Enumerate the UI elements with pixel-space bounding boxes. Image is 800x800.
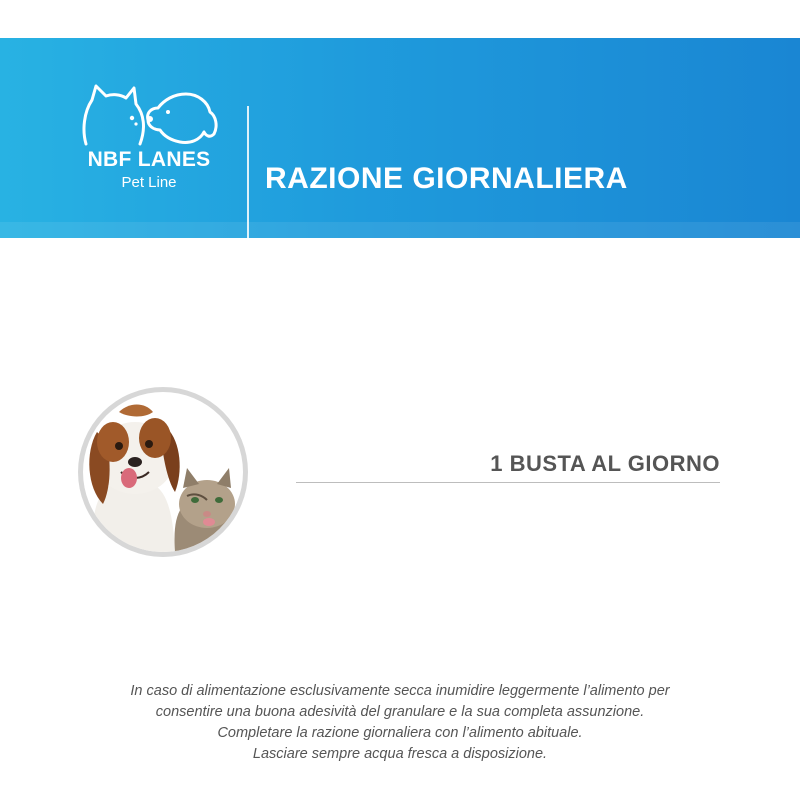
dosage-underline bbox=[296, 482, 720, 483]
feeding-note-line: In caso di alimentazione esclusivamente secca inumidire leggermente l’alimento per bbox=[130, 683, 670, 699]
daily-dosage-label: 1 BUSTA AL GIORNO bbox=[490, 451, 720, 476]
cat-dog-logo-icon bbox=[78, 82, 220, 146]
pet-photo-frame bbox=[78, 387, 248, 557]
page-title: RAZIONE GIORNALIERA bbox=[265, 162, 628, 195]
feeding-note-line: Lasciare sempre acqua fresca a disposizione. bbox=[252, 746, 548, 762]
brand-subtitle: Pet Line bbox=[121, 174, 177, 191]
brand-logo bbox=[74, 82, 224, 202]
feeding-note-line: Completare la razione giornaliera con l’alimento abituale. bbox=[217, 725, 583, 741]
feeding-note-line: consentire una buona adesività del granulare e la sua completa assunzione. bbox=[155, 704, 645, 720]
brand-name: NBF LANES bbox=[87, 148, 211, 171]
feeding-notes bbox=[60, 681, 740, 765]
dog-and-cat-photo bbox=[83, 392, 243, 552]
header-banner bbox=[0, 38, 800, 238]
header-divider bbox=[247, 106, 249, 242]
